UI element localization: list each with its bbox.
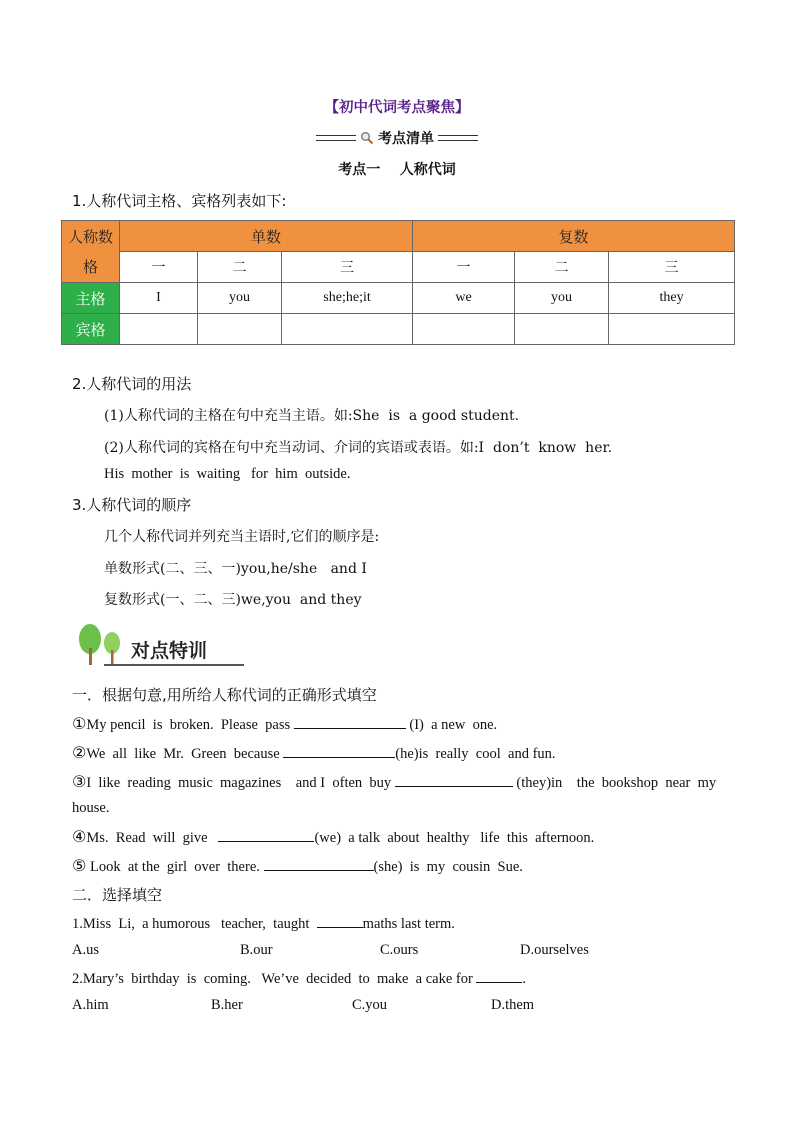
subject-cell: she;he;it	[282, 283, 413, 314]
object-cell[interactable]	[609, 314, 735, 345]
section-title: 考点一 人称代词	[338, 162, 456, 178]
option-a[interactable]: A.us	[72, 942, 99, 958]
object-cell[interactable]	[413, 314, 515, 345]
practice-banner	[74, 622, 244, 670]
person-cell: 三	[609, 252, 735, 283]
answer-blank[interactable]	[294, 716, 406, 729]
answer-blank[interactable]	[476, 970, 522, 983]
order-line-2: 单数形式(二、三、一)you,he/she and I	[104, 561, 367, 577]
question-text: .	[522, 971, 527, 987]
subject-cell: we	[413, 283, 515, 314]
order-heading: 3.人称代词的顺序	[72, 496, 192, 514]
exercise-item	[72, 772, 716, 792]
question-text: maths last term.	[362, 916, 455, 932]
person-cell: 二	[515, 252, 609, 283]
question-2	[72, 970, 526, 988]
question-1	[72, 915, 455, 933]
plural-header: 复数	[413, 221, 735, 252]
exercise-item	[72, 827, 594, 847]
person-cell: 三	[282, 252, 413, 283]
subtitle-bar	[0, 128, 794, 148]
option-b[interactable]: B.our	[240, 942, 273, 958]
usage-line-2: (2)人称代词的宾格在句中充当动词、介词的宾语或表语。如:I don’t know her.	[104, 440, 613, 456]
item-text: (I) a new one.	[405, 717, 498, 733]
item-text: Ms. Read will give	[86, 830, 219, 846]
item-number: ①	[72, 714, 87, 733]
exercise-item	[72, 856, 523, 876]
table-heading: 1.人称代词主格、宾格列表如下:	[72, 192, 287, 210]
answer-blank[interactable]	[317, 915, 363, 928]
singular-header: 单数	[120, 221, 413, 252]
option-b[interactable]: B.her	[211, 997, 243, 1013]
item-text: (we) a talk about healthy life this afternoon.	[314, 830, 595, 846]
corner-bottom-label: 格	[82, 257, 98, 276]
person-cell: 二	[198, 252, 282, 283]
tree-icon	[74, 622, 128, 666]
item-text: Look at the girl over there.	[86, 859, 264, 875]
subject-cell: you	[515, 283, 609, 314]
item-text: (she) is my cousin Sue.	[373, 859, 523, 875]
corner-top-label: 人称数	[67, 227, 113, 246]
option-d[interactable]: D.them	[491, 997, 535, 1013]
item-number: ②	[72, 743, 87, 762]
pronoun-table	[61, 220, 735, 345]
object-cell[interactable]	[120, 314, 198, 345]
subject-cell: they	[609, 283, 735, 314]
question-text: 2.Mary’s birthday is coming. We’ve decided to make a cake for	[72, 971, 477, 987]
answer-blank[interactable]	[218, 829, 314, 842]
banner-underline	[104, 664, 244, 666]
option-c[interactable]: C.ours	[380, 942, 419, 958]
item-number: ③	[72, 772, 87, 791]
item-text: I like reading music magazines and I often buy	[86, 775, 395, 791]
answer-blank[interactable]	[264, 858, 374, 871]
double-rule-left	[316, 135, 356, 141]
item-number: ④	[72, 827, 87, 846]
answer-blank[interactable]	[283, 745, 395, 758]
answer-blank[interactable]	[395, 774, 513, 787]
subject-cell: you	[198, 283, 282, 314]
exercise-item	[72, 743, 556, 763]
subject-cell: I	[120, 283, 198, 314]
usage-heading: 2.人称代词的用法	[72, 375, 192, 393]
table-corner-cell	[62, 221, 120, 283]
person-cell: 一	[413, 252, 515, 283]
exercise2-heading: 二．选择填空	[72, 886, 163, 904]
object-cell[interactable]	[515, 314, 609, 345]
subtitle-text: 考点清单	[378, 131, 434, 147]
item-text: My pencil is broken. Please pass	[86, 717, 294, 733]
page-title: 【初中代词考点聚焦】	[324, 99, 470, 116]
item-text: (they)in the bookshop near my	[512, 775, 717, 791]
item-number: ⑤	[72, 856, 87, 875]
object-cell[interactable]	[282, 314, 413, 345]
double-rule-right	[438, 135, 478, 141]
option-c[interactable]: C.you	[352, 997, 388, 1013]
subject-case-label: 主格	[62, 283, 120, 314]
item-wrap-text: house.	[72, 800, 110, 816]
exercise1-heading: 一．根据句意,用所给人称代词的正确形式填空	[72, 686, 377, 704]
order-line-3: 复数形式(一、二、三)we,you and they	[104, 592, 362, 608]
order-line-1: 几个人称代词并列充当主语时,它们的顺序是:	[104, 529, 380, 545]
item-text: We all like Mr. Green because	[86, 746, 284, 762]
banner-label: 对点特训	[131, 640, 208, 662]
usage-line-3: His mother is waiting for him outside.	[104, 466, 351, 482]
magnifier-icon	[360, 131, 374, 145]
item-text: (he)is really cool and fun.	[395, 746, 556, 762]
object-cell[interactable]	[198, 314, 282, 345]
object-case-label: 宾格	[62, 314, 120, 345]
person-cell: 一	[120, 252, 198, 283]
question-text: 1.Miss Li, a humorous teacher, taught	[72, 916, 317, 932]
usage-line-1: (1)人称代词的主格在句中充当主语。如:She is a good student.	[104, 408, 520, 424]
option-a[interactable]: A.him	[72, 997, 109, 1013]
option-d[interactable]: D.ourselves	[520, 942, 589, 958]
exercise-item	[72, 714, 497, 734]
